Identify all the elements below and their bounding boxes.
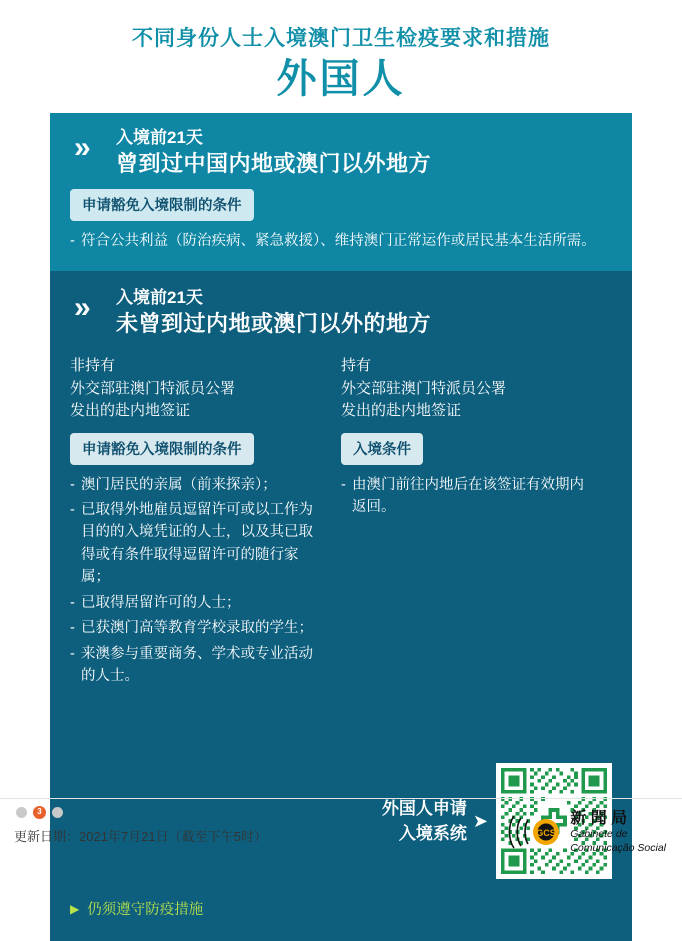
list-item: [70, 592, 323, 614]
list-item: [70, 499, 323, 589]
section-b-heading-line1: 入境前21天: [116, 288, 203, 308]
label-line-1: 非持有: [70, 357, 116, 375]
section-b-heading-line2: 未曾到过内地或澳门以外的地方: [116, 311, 432, 337]
gcs-logo-pt-line1: Gabinete de: [570, 828, 628, 841]
list-item: [70, 230, 612, 252]
bullet-text: 由澳门前往内地后在该签证有效期内返回。: [352, 476, 584, 515]
bullet-dash: -: [70, 645, 75, 662]
qr-caption-line-2: 入境系统: [398, 824, 467, 844]
label-line-2: 外交部驻澳门特派员公署: [70, 379, 236, 397]
page-dot[interactable]: [16, 807, 27, 818]
column-with-visa-label: [341, 355, 594, 423]
column-without-visa: [70, 355, 341, 691]
list-item: [341, 474, 594, 519]
arrow-right-icon: ➤: [472, 810, 488, 831]
bullet-dash: -: [70, 476, 75, 493]
bullet-text: 已取得居留许可的人士；: [81, 594, 241, 611]
column-with-visa: [341, 355, 612, 691]
footer-divider: [0, 798, 682, 799]
section-a-bullets: [70, 230, 612, 252]
section-b-columns: [70, 355, 612, 691]
gcs-logo-svg: [508, 812, 562, 852]
section-a-heading-line2: 曾到过中国内地或澳门以外地方: [116, 151, 432, 177]
bullet-dash: -: [70, 232, 75, 249]
label-line-2: 外交部驻澳门特派员公署: [341, 379, 507, 397]
triangle-right-icon: ▶: [70, 901, 80, 916]
label-line-1: 持有: [341, 357, 372, 375]
double-chevron-icon: »: [74, 291, 85, 325]
update-date: 更新日期：2021年7月21日（截至下午5时）: [14, 829, 267, 844]
column-with-visa-bullets: [341, 474, 594, 519]
section-b-heading: [70, 287, 612, 339]
bullet-dash: -: [70, 502, 75, 518]
page-indicator[interactable]: [16, 806, 69, 819]
gcs-logo-mark-icon: [508, 812, 562, 852]
gcs-logo-pt-line2: Comunicação Social: [570, 841, 666, 854]
double-chevron-icon: »: [74, 131, 85, 164]
label-line-3: 发出的赴内地签证: [341, 402, 462, 420]
section-a-heading: [70, 127, 612, 179]
bullet-dash: -: [70, 620, 75, 637]
column-with-visa-pill: 入境条件: [341, 433, 423, 465]
list-item: [70, 617, 323, 639]
bullet-text: 已获澳门高等教育学校录取的学生；: [81, 620, 313, 637]
qr-caption-line-1: 外国人申请: [381, 798, 467, 818]
column-without-visa-bullets: [70, 474, 323, 688]
gcs-logo: [508, 810, 666, 855]
bullet-text: 符合公共利益（防治疾病、紧急救援）、维持澳门正常运作或居民基本生活所需。: [81, 232, 596, 249]
footnote: [70, 898, 203, 919]
header: [0, 0, 682, 101]
bullet-dash: -: [70, 594, 75, 611]
section-a-condition-pill: 申请豁免入境限制的条件: [70, 189, 254, 221]
section-been-abroad: [50, 113, 632, 271]
section-a-heading-line1: 入境前21天: [116, 128, 203, 147]
footer: [0, 800, 682, 852]
page-dot-active[interactable]: 3: [33, 806, 46, 819]
svg-text:GCS: GCS: [536, 828, 557, 839]
list-item: [70, 643, 323, 688]
label-line-3: 发出的赴内地签证: [70, 402, 191, 420]
bullet-text: 已取得外地雇员逗留许可或以工作为目的的入境凭证的人士，以及其已取得或有条件取得逗留许可的随行家属；: [81, 502, 313, 586]
footnote-text: 仍须遵守防疫措施: [87, 902, 204, 919]
bullet-text: 澳门居民的亲属（前来探亲）；: [81, 476, 277, 493]
list-item: [70, 474, 323, 496]
bullet-dash: -: [341, 476, 346, 493]
gcs-logo-text: [570, 810, 666, 855]
bullet-text: 来澳参与重要商务、学术或专业活动的人士。: [81, 645, 313, 685]
column-without-visa-pill: 申请豁免入境限制的条件: [70, 433, 254, 465]
page-subtitle: 外国人: [276, 57, 406, 102]
page-dot[interactable]: [52, 807, 63, 818]
column-without-visa-label: [70, 355, 323, 423]
page-title: 不同身份人士入境澳门卫生检疫要求和措施: [132, 27, 550, 50]
gcs-logo-cn: 新 聞 局: [570, 810, 628, 827]
